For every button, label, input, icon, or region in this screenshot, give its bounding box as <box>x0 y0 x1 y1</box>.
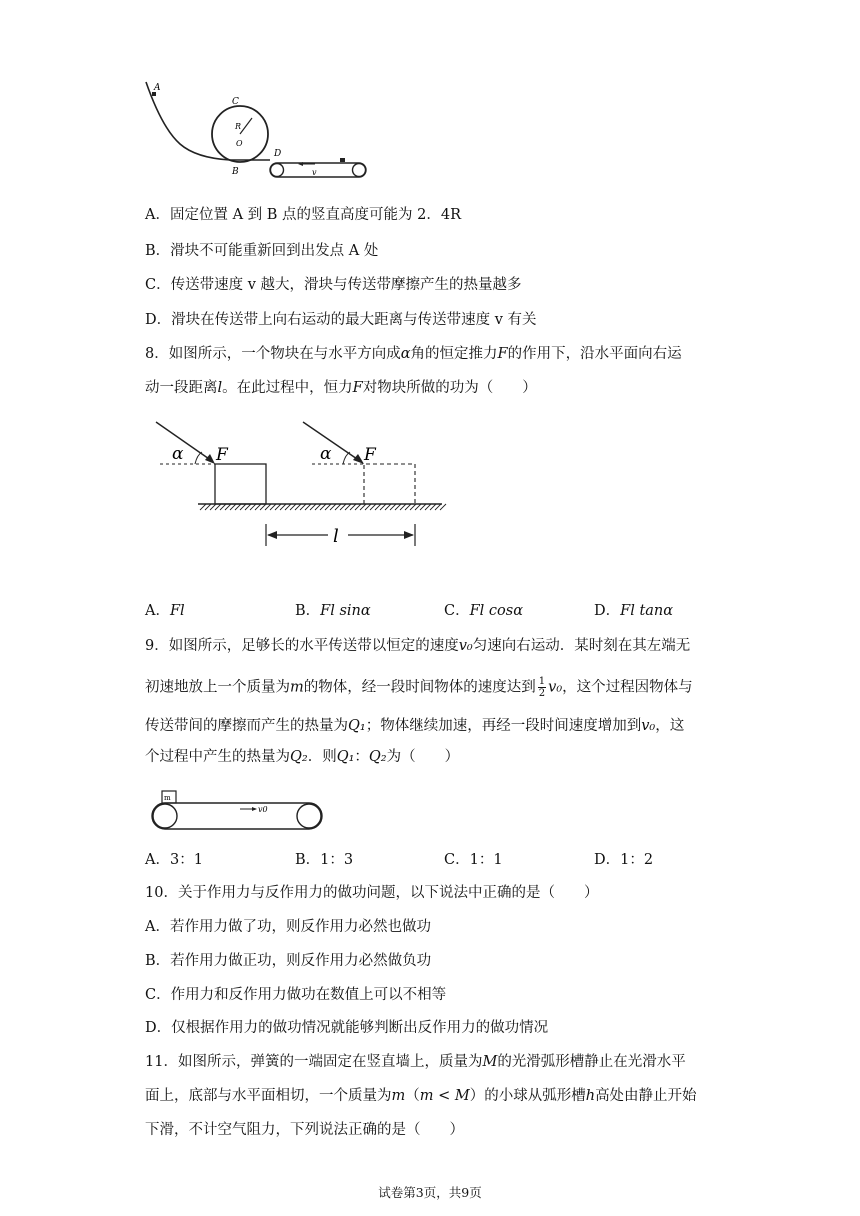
label-B: B <box>232 167 239 177</box>
q9-conveyor-figure <box>148 788 328 834</box>
q7-option-d: D．滑块在传送带上向右运动的最大距离与传送带速度 v 有关 <box>145 312 537 328</box>
force-arrow-2 <box>303 422 360 461</box>
q10-stem: 10．关于作用力与反作用力的做功问题，以下说法中正确的是（ ） <box>145 885 599 901</box>
speed-arrowhead <box>252 807 257 811</box>
block-end-dashed <box>364 464 415 504</box>
q8-force-figure <box>148 412 448 554</box>
force-arrowhead-1 <box>205 454 215 464</box>
q9-option-b: B．1：3 <box>295 852 354 868</box>
page-footer: 试卷第3页，共9页 <box>378 1185 482 1200</box>
speed-label: v0 <box>258 805 268 814</box>
q9-option-d: D．1：2 <box>594 852 654 868</box>
q8-stem-line1: 8．如图所示，一个物块在与水平方向成α角的恒定推力F的作用下，沿水平面向右运 <box>145 346 682 362</box>
right-pulley <box>297 804 321 828</box>
q10-option-a: A．若作用力做了功，则反作用力必然也做功 <box>145 919 431 935</box>
curved-ramp <box>146 82 270 160</box>
q9-stem-line4: 个过程中产生的热量为Q₂．则Q₁：Q₂为（ ） <box>145 749 460 765</box>
q10-option-c: C．作用力和反作用力做功在数值上可以不相等 <box>145 987 447 1003</box>
label-C: C <box>232 97 239 107</box>
force-label-1: F <box>216 445 228 465</box>
q9-option-a: A．3：1 <box>145 852 203 868</box>
q8-stem-line2: 动一段距离l。在此过程中，恒力F对物块所做的功为（ ） <box>145 380 537 396</box>
block-label: m <box>164 794 171 802</box>
belt-block <box>340 158 345 162</box>
q7-track-figure <box>140 78 380 188</box>
q8-option-b: B．Fl sinα <box>295 603 371 619</box>
q7-option-c: C．传送带速度 v 越大，滑块与传送带摩擦产生的热量越多 <box>145 277 522 293</box>
label-O: O <box>236 139 243 148</box>
force-arrowhead-2 <box>353 454 364 464</box>
dim-arrowhead-right <box>404 531 414 539</box>
q11-stem-line2: 面上，底部与水平面相切，一个质量为m（m < M）的小球从弧形槽h高处由静止开始 <box>145 1088 697 1104</box>
block-start <box>215 464 266 504</box>
dim-arrowhead-left <box>267 531 277 539</box>
radius-line <box>240 118 252 134</box>
q9-option-c: C．1：1 <box>444 852 503 868</box>
left-pulley <box>271 164 284 177</box>
label-A: A <box>154 83 161 93</box>
q9-stem-line1: 9．如图所示，足够长的水平传送带以恒定的速度v₀匀速向右运动．某时刻在其左端无 <box>145 638 691 654</box>
q9-stem-line2: 初速地放上一个质量为m的物体，经一段时间物体的速度达到 $\frac{1}{2}$ v₀，这个过程因物体与 <box>145 676 693 699</box>
distance-label: l <box>333 526 339 547</box>
q11-stem-line1: 11．如图所示，弹簧的一端固定在竖直墙上，质量为M的光滑弧形槽静止在光滑水平 <box>145 1054 686 1070</box>
q7-option-a: A．固定位置 A 到 B 点的竖直高度可能为 2．4R <box>145 207 462 223</box>
q8-option-a: A．Fl <box>145 603 185 619</box>
force-label-2: F <box>364 445 376 465</box>
q8-option-d: D．Fl tanα <box>594 603 674 619</box>
q9-stem-line3: 传送带间的摩擦而产生的热量为Q₁；物体继续加速，再经一段时间速度增加到v₀，这 <box>145 718 685 734</box>
alpha-label-2: α <box>320 444 332 464</box>
q11-stem-line3: 下滑，不计空气阻力，下列说法正确的是（ ） <box>145 1122 464 1138</box>
q10-option-d: D．仅根据作用力的做功情况就能够判断出反作用力的做功情况 <box>145 1020 549 1036</box>
conveyor-belt <box>270 163 366 177</box>
label-D: D <box>274 149 282 159</box>
q10-option-b: B．若作用力做正功，则反作用力必然做负功 <box>145 953 432 969</box>
label-R: R <box>235 122 242 131</box>
alpha-label-1: α <box>172 444 184 464</box>
left-pulley <box>153 804 177 828</box>
q7-option-b: B．滑块不可能重新回到出发点 A 处 <box>145 243 379 259</box>
right-pulley <box>353 164 366 177</box>
fraction-half: $\frac{1}{2}$ <box>538 676 546 699</box>
q8-option-c: C．Fl cosα <box>444 603 524 619</box>
ground-hatching <box>200 504 446 510</box>
force-arrow-1 <box>156 422 212 461</box>
label-v: v <box>312 168 317 177</box>
